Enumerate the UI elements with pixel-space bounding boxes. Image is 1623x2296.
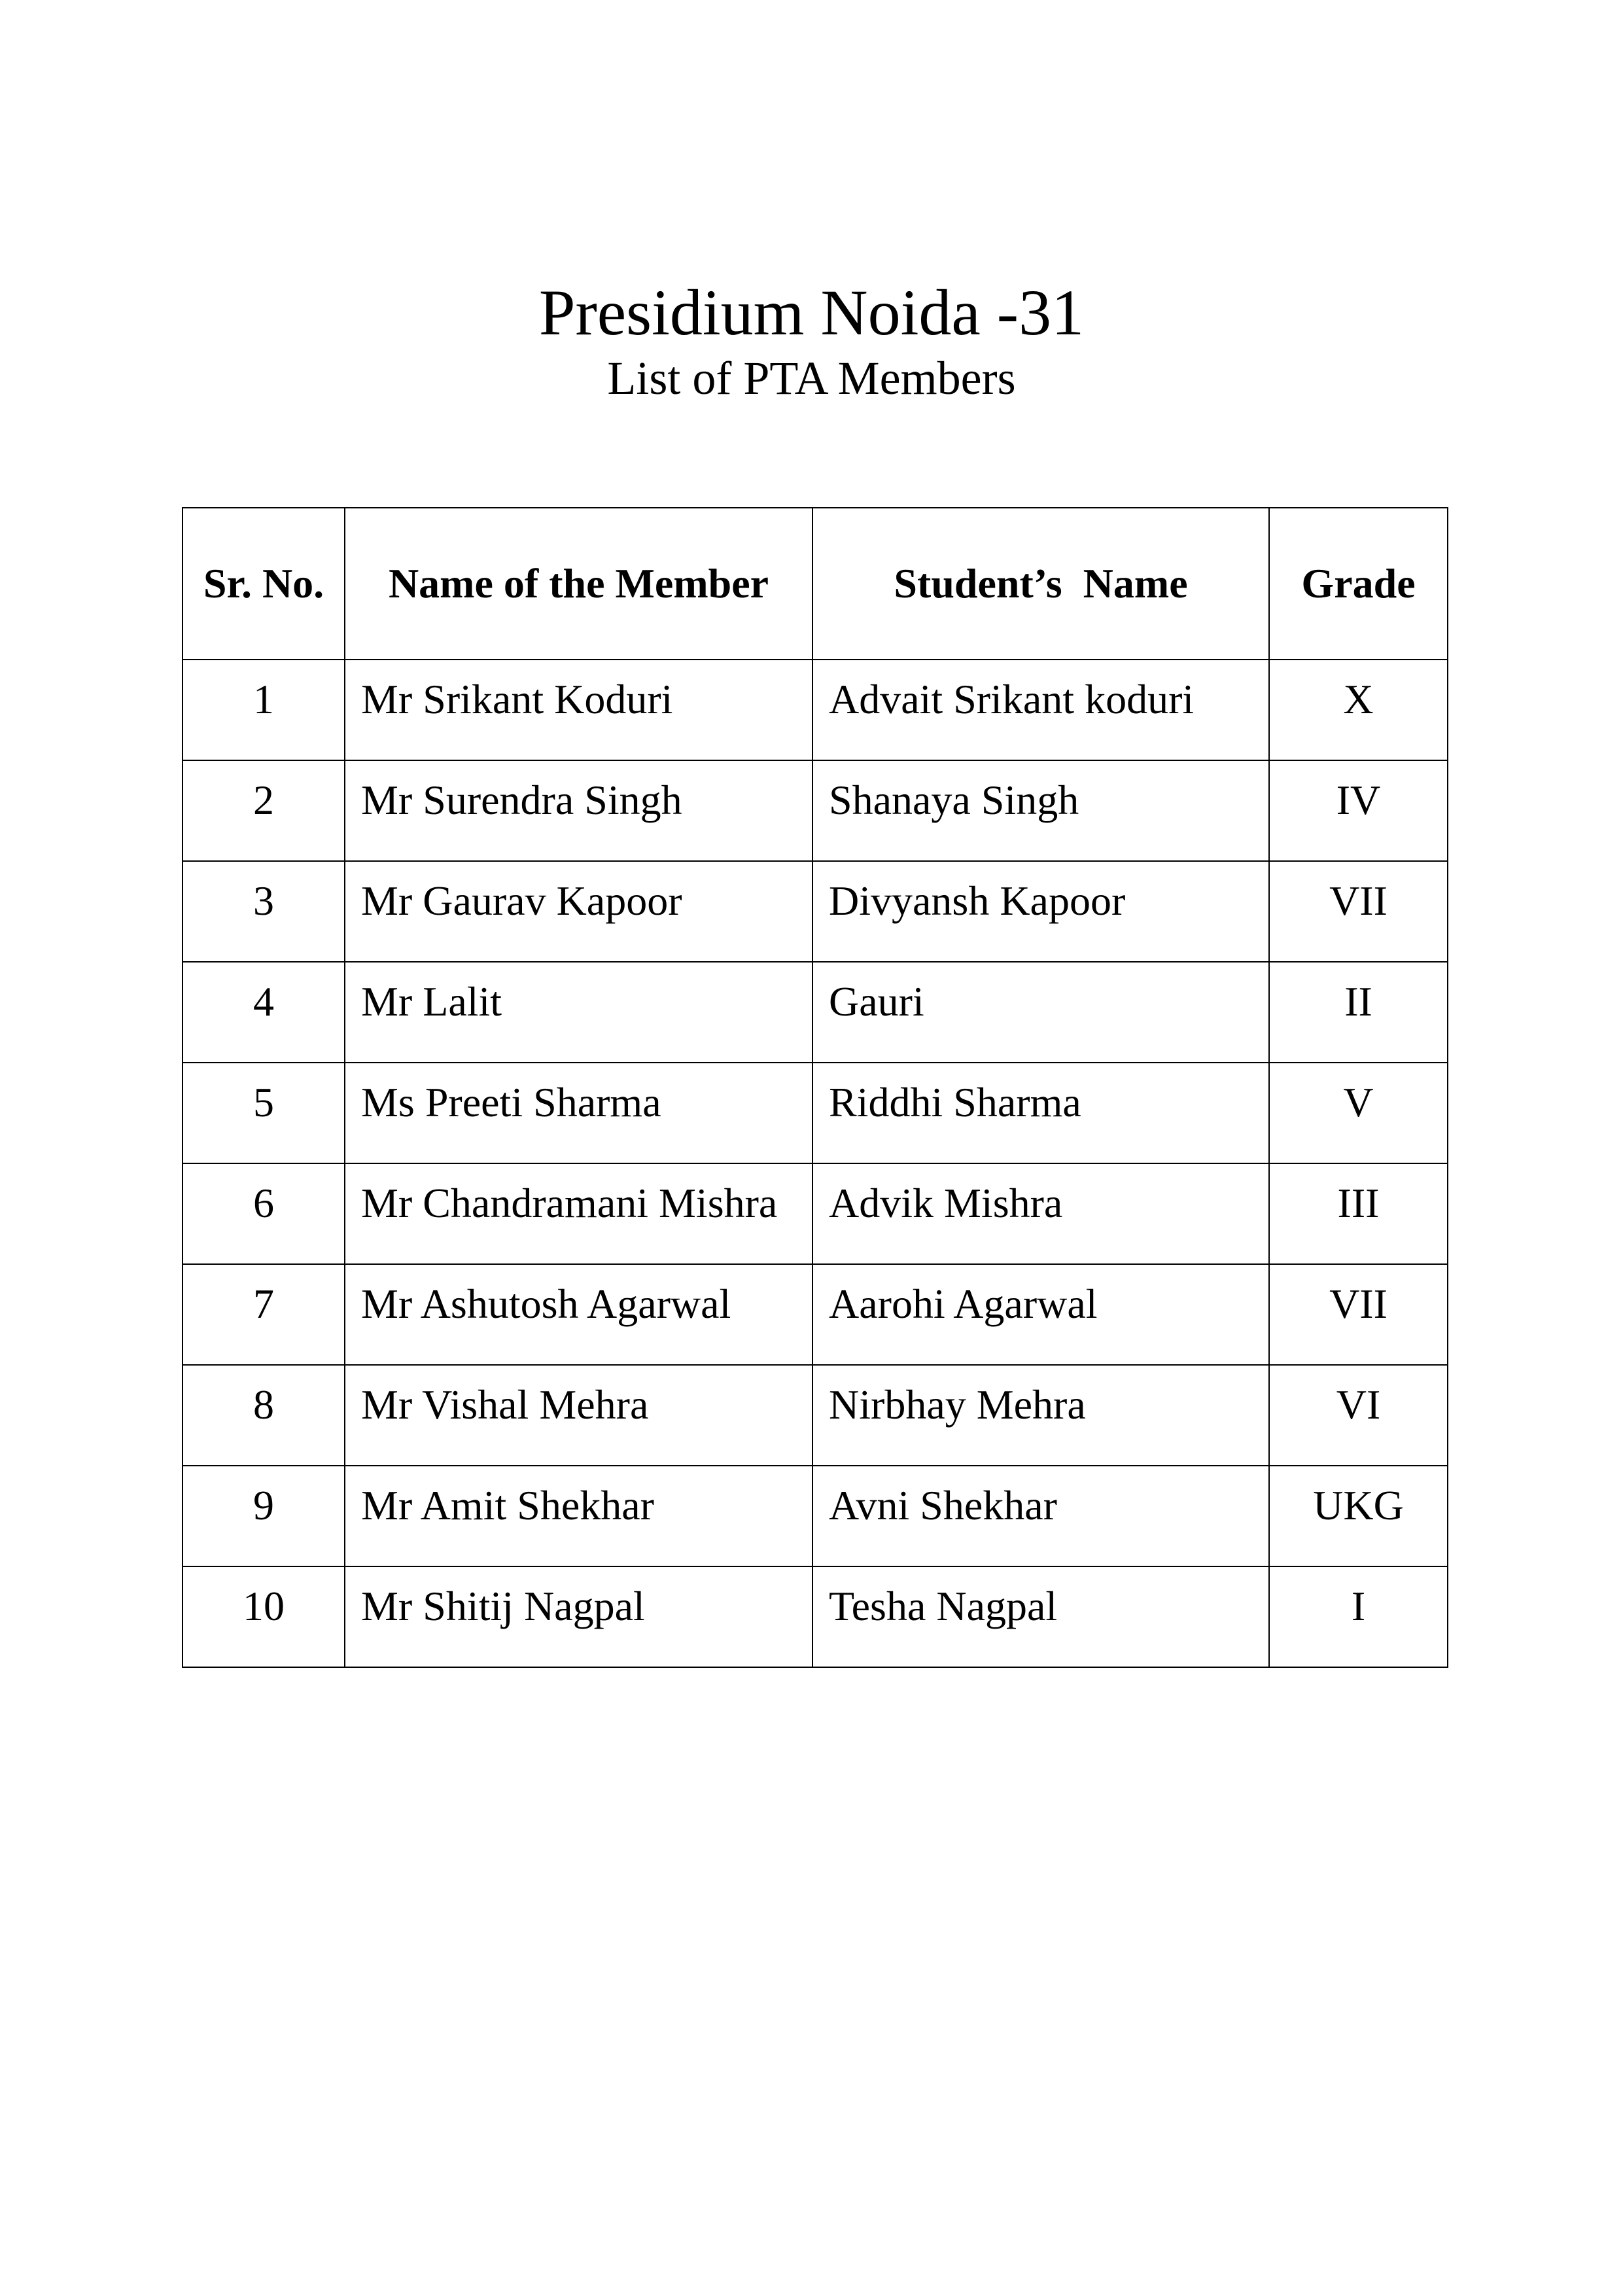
cell-student-name: Divyansh Kapoor xyxy=(812,861,1269,962)
cell-sr-no: 5 xyxy=(183,1063,345,1163)
column-header-grade: Grade xyxy=(1269,508,1448,660)
cell-member-name: Mr Lalit xyxy=(345,962,812,1063)
cell-member-name: Mr Surendra Singh xyxy=(345,760,812,861)
cell-student-name: Tesha Nagpal xyxy=(812,1566,1269,1667)
cell-grade: I xyxy=(1269,1566,1448,1667)
cell-sr-no: 2 xyxy=(183,760,345,861)
cell-student-name: Advik Mishra xyxy=(812,1163,1269,1264)
cell-member-name: Mr Vishal Mehra xyxy=(345,1365,812,1466)
table-row xyxy=(183,1163,1448,1264)
cell-student-name: Riddhi Sharma xyxy=(812,1063,1269,1163)
cell-grade: II xyxy=(1269,962,1448,1063)
cell-grade: VII xyxy=(1269,1264,1448,1365)
page-title: Presidium Noida -31 xyxy=(538,276,1085,349)
cell-sr-no: 6 xyxy=(183,1163,345,1264)
cell-member-name: Ms Preeti Sharma xyxy=(345,1063,812,1163)
cell-student-name: Shanaya Singh xyxy=(812,760,1269,861)
cell-sr-no: 4 xyxy=(183,962,345,1063)
cell-sr-no: 8 xyxy=(183,1365,345,1466)
column-header-student-name: Student’s Name xyxy=(812,508,1269,660)
column-header-member-name: Name of the Member xyxy=(345,508,812,660)
cell-student-name: Gauri xyxy=(812,962,1269,1063)
cell-grade: UKG xyxy=(1269,1466,1448,1566)
table-row xyxy=(183,760,1448,861)
page-subtitle: List of PTA Members xyxy=(607,352,1016,404)
cell-student-name: Aarohi Agarwal xyxy=(812,1264,1269,1365)
cell-grade: VI xyxy=(1269,1365,1448,1466)
cell-member-name: Mr Ashutosh Agarwal xyxy=(345,1264,812,1365)
table-row xyxy=(183,962,1448,1063)
cell-member-name: Mr Srikant Koduri xyxy=(345,660,812,760)
table-row xyxy=(183,1466,1448,1566)
cell-student-name: Advait Srikant koduri xyxy=(812,660,1269,760)
cell-sr-no: 10 xyxy=(183,1566,345,1667)
cell-student-name: Avni Shekhar xyxy=(812,1466,1269,1566)
table-row xyxy=(183,1365,1448,1466)
cell-grade: III xyxy=(1269,1163,1448,1264)
cell-grade: V xyxy=(1269,1063,1448,1163)
table-row xyxy=(183,861,1448,962)
table-row xyxy=(183,1063,1448,1163)
cell-grade: X xyxy=(1269,660,1448,760)
cell-grade: IV xyxy=(1269,760,1448,861)
cell-sr-no: 7 xyxy=(183,1264,345,1365)
cell-sr-no: 9 xyxy=(183,1466,345,1566)
cell-member-name: Mr Shitij Nagpal xyxy=(345,1566,812,1667)
cell-grade: VII xyxy=(1269,861,1448,962)
cell-student-name: Nirbhay Mehra xyxy=(812,1365,1269,1466)
cell-member-name: Mr Gaurav Kapoor xyxy=(345,861,812,962)
table-header-row xyxy=(183,508,1448,660)
column-header-sr-no: Sr. No. xyxy=(183,508,345,660)
cell-member-name: Mr Chandramani Mishra xyxy=(345,1163,812,1264)
cell-sr-no: 3 xyxy=(183,861,345,962)
table-row xyxy=(183,1566,1448,1667)
pta-members-table xyxy=(182,507,1448,1668)
cell-sr-no: 1 xyxy=(183,660,345,760)
table-row xyxy=(183,660,1448,760)
cell-member-name: Mr Amit Shekhar xyxy=(345,1466,812,1566)
table-row xyxy=(183,1264,1448,1365)
